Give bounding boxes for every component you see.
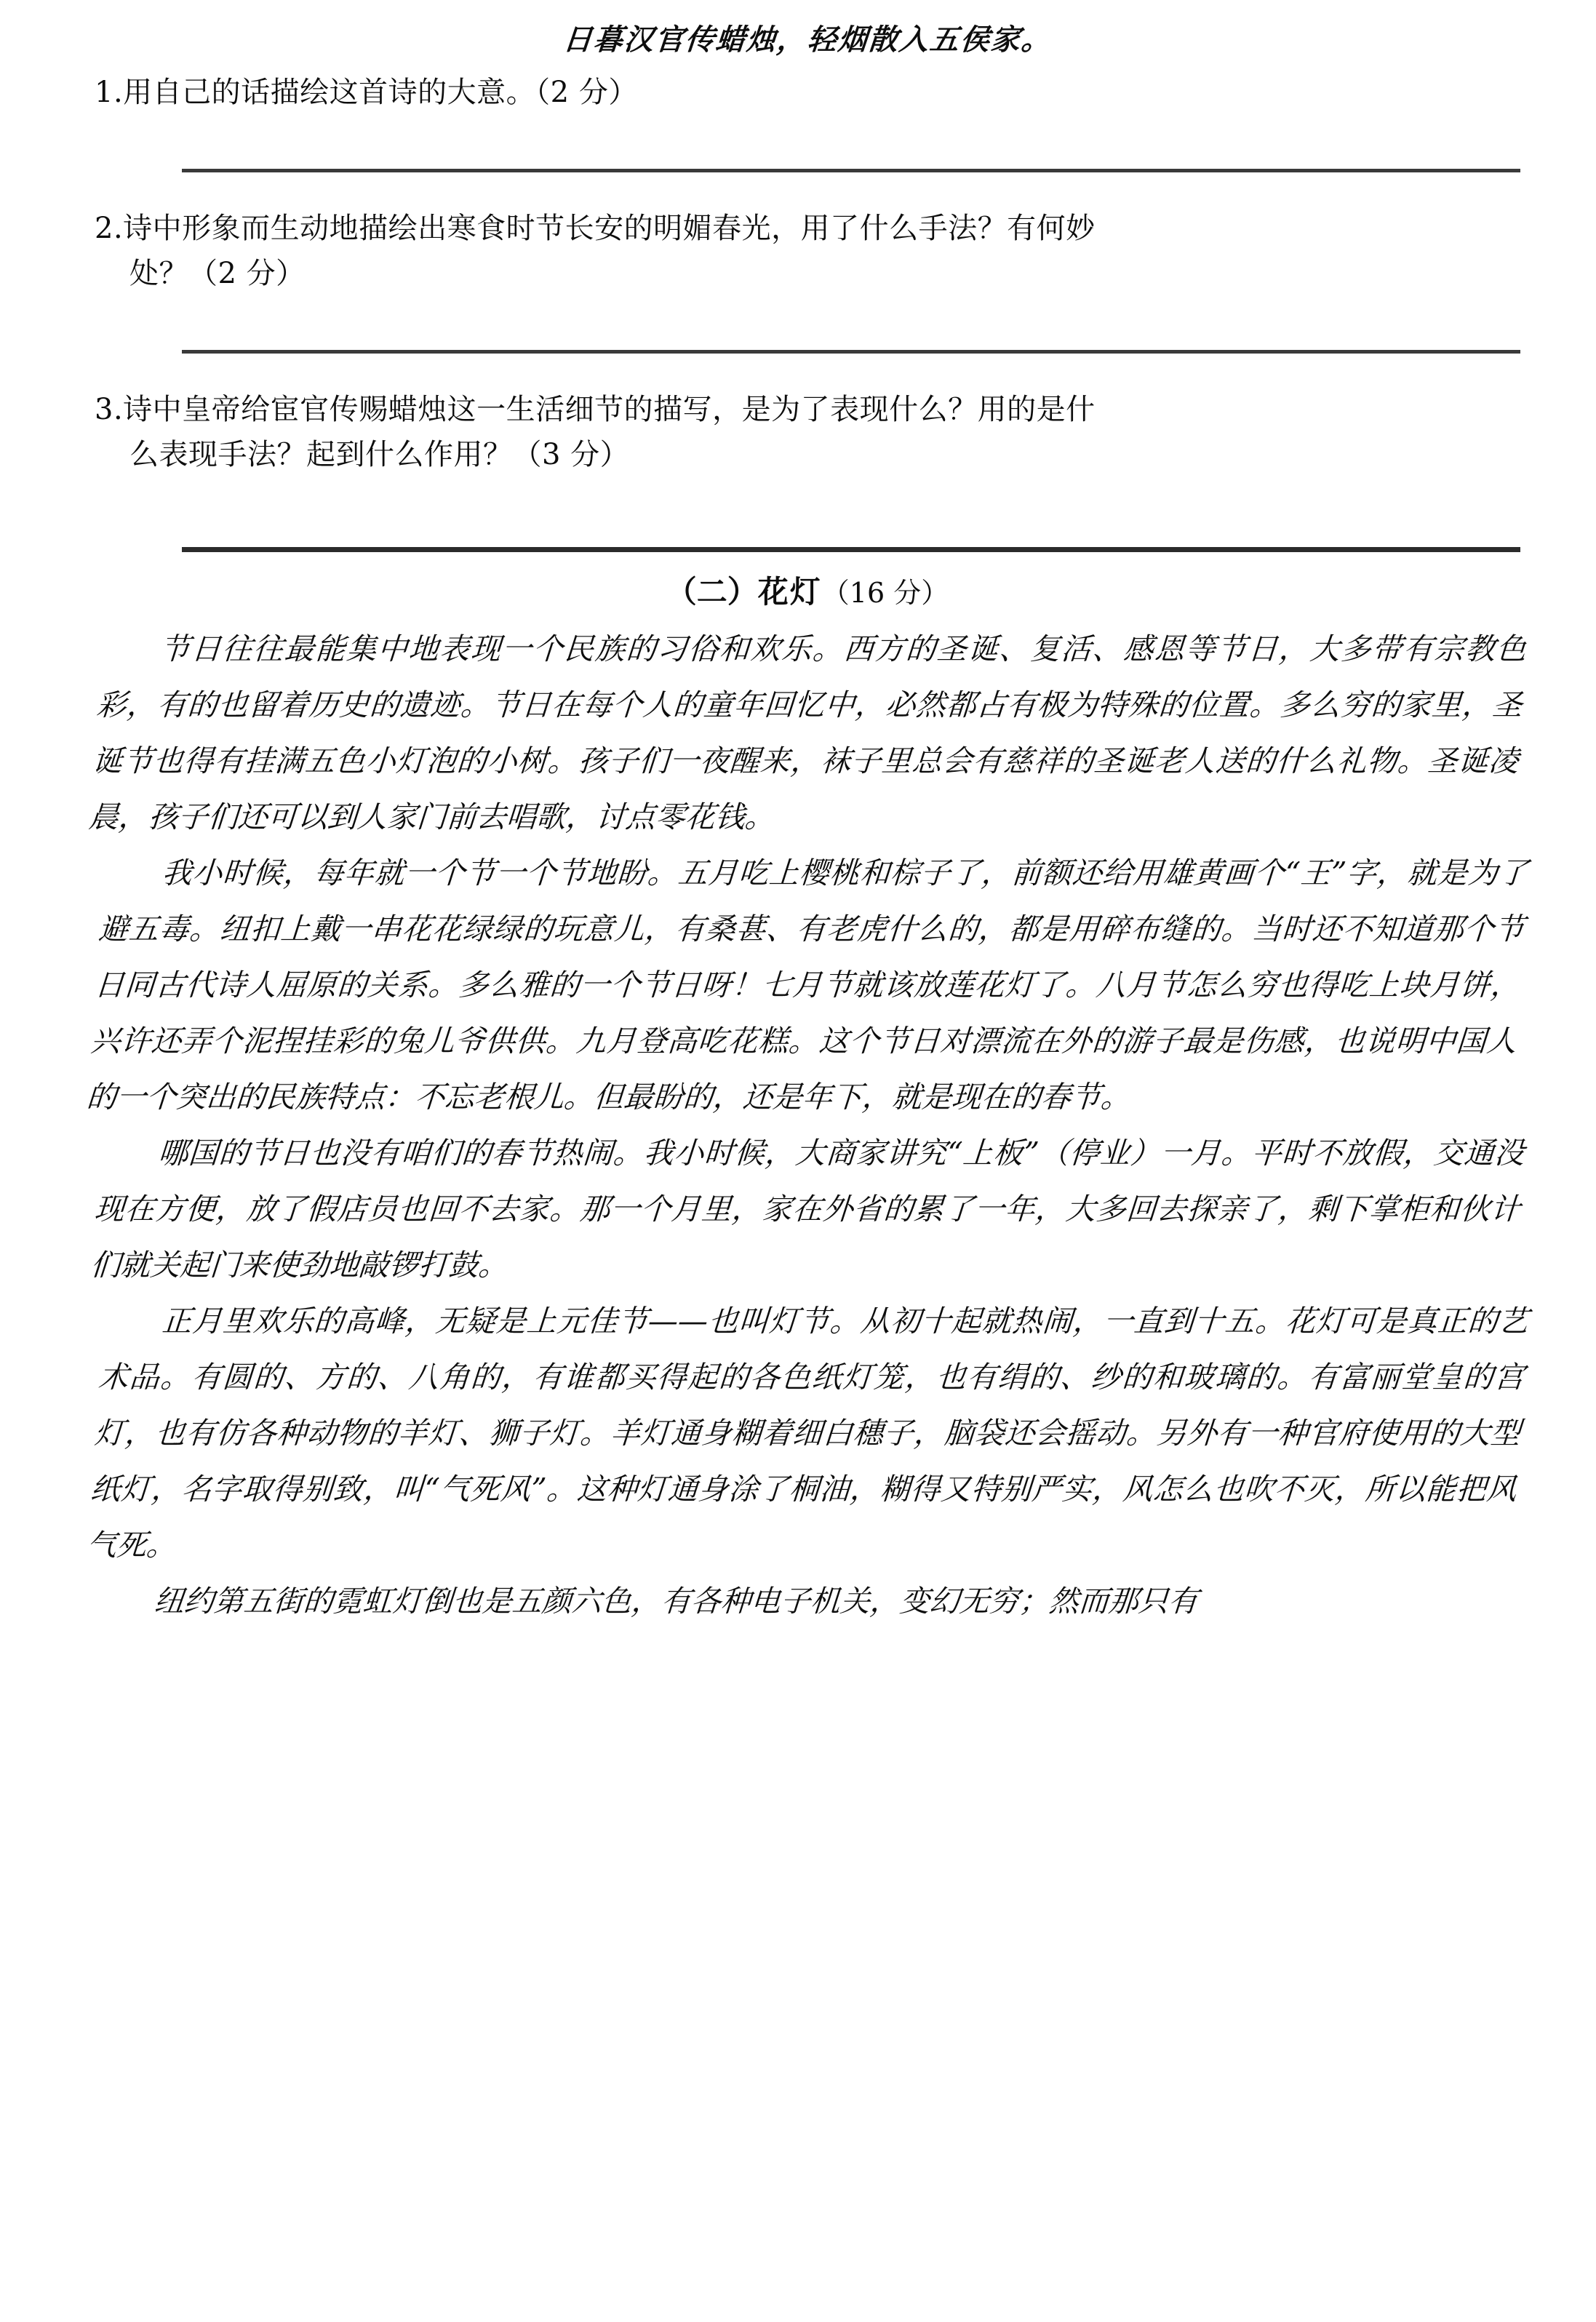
essay-paragraph-5: 纽约第五街的霓虹灯倒也是五颜六色，有各种电子机关，变幻无穷；然而那只有 [153,1583,1200,1619]
answer-space-3 [95,477,1520,547]
question-2 [95,206,1520,296]
section-divider-rule [182,547,1520,552]
essay-paragraph-3: 哪国的节日也没有咱们的春节热闹。我小时候，大商家讲究“上板”（停业）一月。平时不放假，交通没现在方便，放了假店员也回不去家。那一个月里，家在外省的累了一年，大多回去探亲了，剩下掌柜和伙计们就关起门来使劲地敲锣打鼓。 [89,1135,1526,1282]
question-3-line-1: 3.诗中皇帝给宦官传赐蜡烛这一生活细节的描写，是为了表现什么？用的是什 [95,393,1096,426]
question-3 [95,387,1520,477]
question-2-line-1: 2.诗中形象而生动地描绘出寒食时节长安的明媚春光，用了什么手法？有何妙 [95,212,1096,245]
section-title: 花灯 [757,574,822,610]
answer-space-2 [95,296,1520,350]
poem-line: 日暮汉官传蜡烛，轻烟散入五侯家。 [561,23,1054,57]
essay-paragraph-1: 节日往往最能集中地表现一个民族的习俗和欢乐。西方的圣诞、复活、感恩等节日，大多带有宗教色彩，有的也留着历史的遗迹。节日在每个人的童年回忆中，必然都占有极为特殊的位置。多么穷的家里，圣诞节也得有挂满五色小灯泡的小树。孩子们一夜醒来，袜子里总会有慈祥的圣诞老人送的什么礼物。圣诞凌晨，孩子们还可以到人家门前去唱歌，讨点零花钱。 [87,631,1528,834]
question-2-line-2: 处？（2 分） [129,257,306,290]
essay-body [85,621,1530,1629]
essay-paragraph-2: 我小时候，每年就一个节一个节地盼。五月吃上樱桃和棕子了，前额还给用雄黄画个“王”字，就是为了避五毒。纽扣上戴一串花花绿绿的玩意儿，有桑葚、有老虎什么的，都是用碎布缝的。当时还不知道那个节日同古代诗人屈原的关系。多么雅的一个节日呀！七月节就该放莲花灯了。八月节怎么穷也得吃上块月饼，兴许还弄个泥捏挂彩的兔儿爷供供。九月登高吃花糕。这个节日对漂流在外的游子最是伤感，也说明中国人的一个突出的民族特点：不忘老根儿。但最盼的，还是年下，就是现在的春节。 [85,855,1530,1114]
question-1-line-1: 1.用自己的话描绘这首诗的大意。（2 分） [95,76,638,109]
spacer-after-rule-2 [95,354,1520,387]
section-score: （16 分） [821,577,949,609]
answer-space-1 [95,115,1520,169]
section-number: （二） [666,574,758,610]
essay-paragraph-4: 正月里欢乐的高峰，无疑是上元佳节——也叫灯节。从初十起就热闹，一直到十五。花灯可是真正的艺术品。有圆的、方的、八角的，有谁都买得起的各色纸灯笼，也有绢的、纱的和玻璃的。有富丽堂皇的宫灯，也有仿各种动物的羊灯、狮子灯。羊灯通身糊着细白穗子，脑袋还会摇动。另外有一种官府使用的大型纸灯，名字取得别致，叫“气死风”。这种灯通身涂了桐油，糊得又特别严实，风怎么也吹不灭，所以能把风气死。 [85,1303,1530,1563]
page-content [85,0,1530,1629]
spacer-after-rule-1 [95,172,1520,206]
question-1 [95,70,1520,115]
question-3-line-2: 么表现手法？起到什么作用？（3 分） [129,438,630,471]
section-heading [95,552,1520,621]
